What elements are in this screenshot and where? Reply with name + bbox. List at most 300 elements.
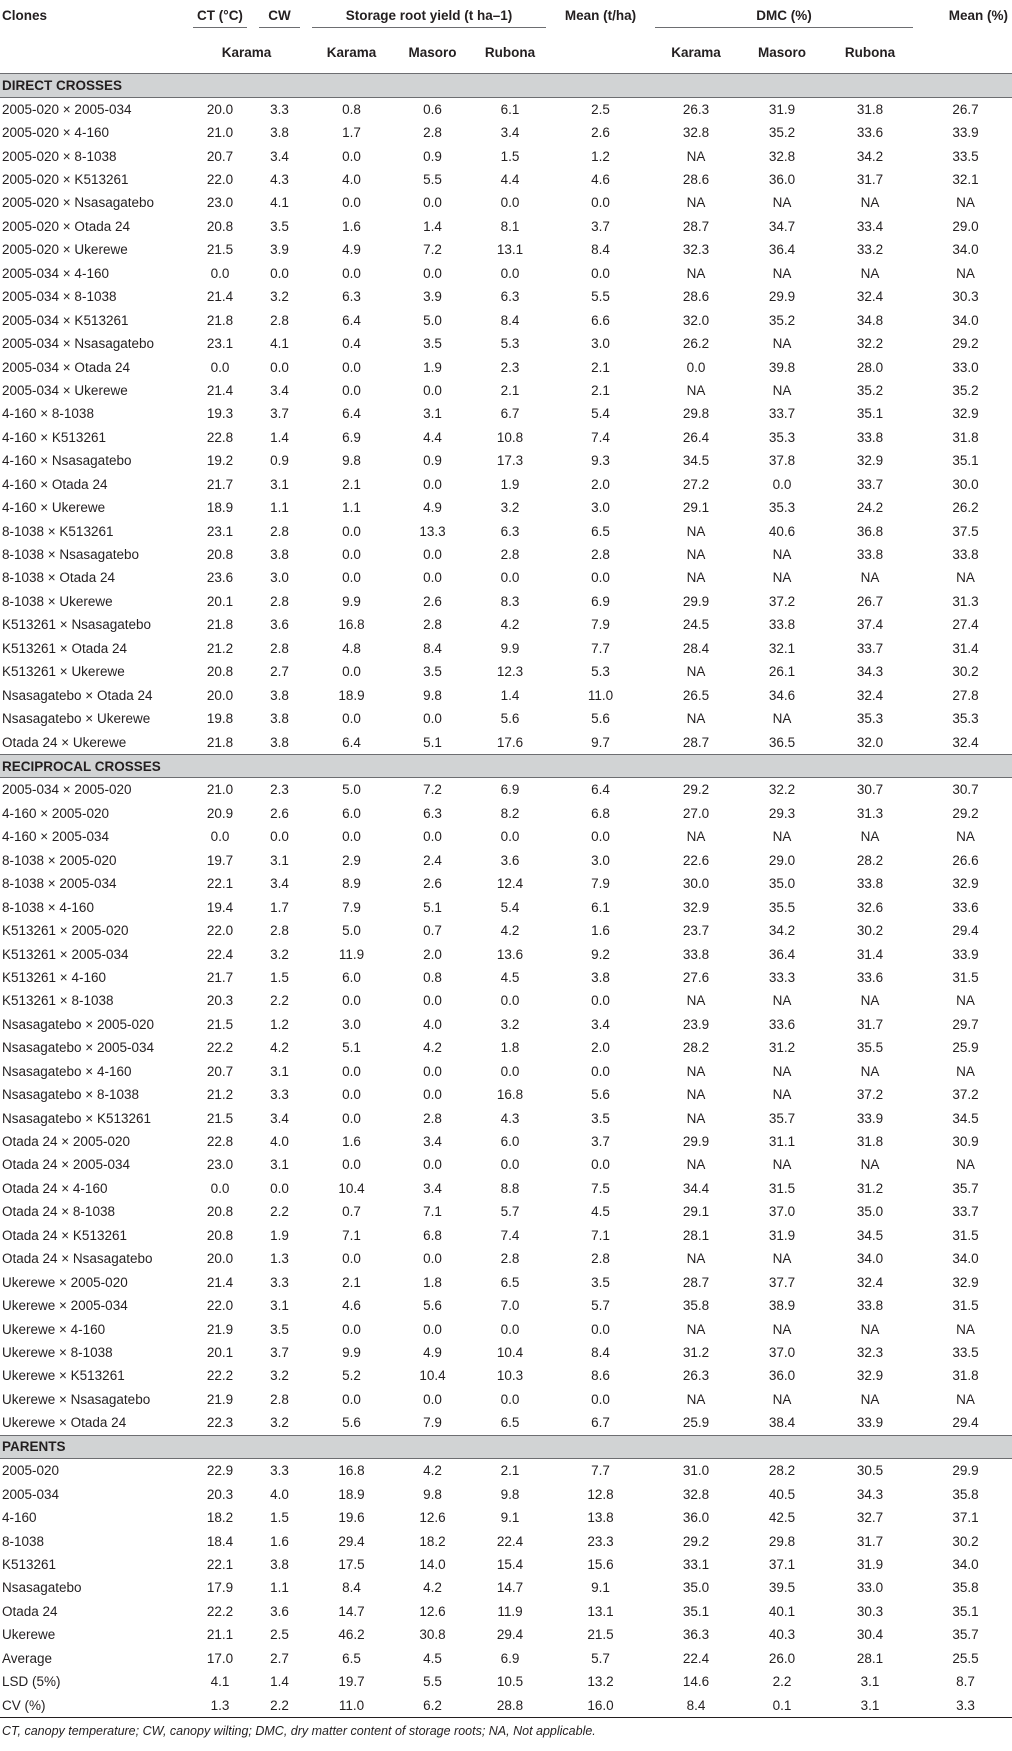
- clone-name-cell: 2005-034 × Otada 24: [2, 359, 130, 375]
- value-cell: 28.1: [856, 1650, 884, 1666]
- value-cell: 2.5: [270, 1627, 289, 1643]
- value-cell: 13.6: [496, 946, 524, 962]
- value-cell: 3.0: [342, 1016, 361, 1032]
- value-cell: 0.0: [342, 1063, 361, 1079]
- value-cell: 33.8: [768, 617, 796, 633]
- clone-name-cell: 2005-020 × Otada 24: [2, 218, 130, 234]
- value-cell: 3.3: [270, 101, 289, 117]
- value-cell: 11.9: [497, 1603, 523, 1619]
- value-cell: 7.7: [591, 1463, 610, 1479]
- value-cell: 4.9: [423, 1344, 442, 1360]
- value-cell: NA: [772, 1087, 792, 1103]
- value-cell: 3.7: [591, 218, 610, 234]
- value-cell: NA: [686, 1321, 706, 1337]
- value-cell: 7.7: [591, 640, 610, 656]
- value-cell: 4.9: [423, 500, 442, 516]
- value-cell: 3.4: [270, 148, 289, 164]
- value-cell: 28.7: [682, 1274, 710, 1290]
- value-cell: 33.4: [856, 218, 884, 234]
- table-row: [0, 238, 1012, 261]
- value-cell: 6.0: [500, 1134, 520, 1150]
- value-cell: 6.5: [500, 1274, 520, 1290]
- value-cell: 8.6: [591, 1368, 610, 1384]
- value-cell: 35.8: [952, 1486, 979, 1502]
- value-cell: 3.6: [270, 617, 289, 633]
- value-cell: 33.2: [856, 242, 884, 258]
- value-cell: 6.0: [342, 969, 361, 985]
- value-cell: 1.6: [591, 923, 610, 939]
- value-cell: 0.0: [423, 993, 442, 1009]
- value-cell: 3.4: [423, 1180, 442, 1196]
- value-cell: 37.2: [768, 593, 796, 609]
- value-cell: 10.3: [496, 1368, 524, 1384]
- value-cell: 6.7: [500, 406, 520, 422]
- value-cell: 15.6: [587, 1556, 614, 1572]
- value-cell: 31.1: [768, 1134, 796, 1150]
- value-cell: 0.0: [342, 993, 361, 1009]
- value-cell: 35.3: [952, 711, 979, 727]
- value-cell: 6.5: [591, 523, 610, 539]
- value-cell: NA: [956, 1063, 975, 1079]
- value-cell: 30.9: [952, 1134, 979, 1150]
- value-cell: 4.6: [342, 1298, 361, 1314]
- value-cell: 35.8: [952, 1580, 979, 1596]
- value-cell: 27.0: [682, 805, 710, 821]
- value-cell: 1.7: [342, 125, 361, 141]
- value-cell: 32.2: [768, 782, 796, 798]
- value-cell: 32.1: [952, 172, 979, 188]
- value-cell: 6.5: [500, 1415, 520, 1431]
- table-row: [0, 683, 1012, 706]
- value-cell: 4.1: [270, 336, 289, 352]
- value-cell: 33.7: [856, 476, 884, 492]
- value-cell: 2.8: [423, 1110, 442, 1126]
- table-row: [0, 402, 1012, 425]
- value-cell: 28.8: [468, 1693, 552, 1717]
- value-cell: 3.2: [500, 1016, 520, 1032]
- value-cell: 0.0: [423, 195, 442, 211]
- value-cell: 3.3: [270, 1087, 289, 1103]
- value-cell: 3.4: [500, 125, 520, 141]
- value-cell: 2.8: [500, 1251, 520, 1267]
- value-cell: 28.6: [682, 289, 710, 305]
- value-cell: NA: [860, 195, 880, 211]
- value-cell: 26.3: [682, 1368, 710, 1384]
- value-cell: 2.6: [423, 876, 442, 892]
- value-cell: 5.6: [591, 1087, 610, 1103]
- value-cell: 21.4: [206, 1274, 234, 1290]
- value-cell: 10.5: [496, 1674, 524, 1690]
- value-cell: 0.0: [423, 1087, 442, 1103]
- value-cell: 37.7: [768, 1274, 796, 1290]
- clone-name-cell: Nsasagatebo: [2, 1580, 82, 1596]
- value-cell: 21.5: [206, 1016, 234, 1032]
- value-cell: 7.9: [342, 899, 361, 915]
- section-title: RECIPROCAL CROSSES: [0, 754, 1012, 778]
- clone-name-cell: 8-1038: [2, 1533, 45, 1549]
- header-mean-tha: Mean (t/ha): [564, 8, 637, 23]
- value-cell: 16.0: [552, 1693, 649, 1717]
- clone-name-cell: Nsasagatebo × Ukerewe: [2, 711, 151, 727]
- clone-name-cell: K513261 × 2005-020: [2, 923, 129, 939]
- subheader-karama-yield: Karama: [326, 45, 377, 60]
- table-row: [0, 1341, 1012, 1364]
- value-cell: 4.5: [591, 1204, 610, 1220]
- value-cell: 33.8: [856, 1298, 884, 1314]
- value-cell: 26.1: [768, 664, 796, 680]
- value-cell: 23.7: [682, 923, 710, 939]
- value-cell: 9.8: [423, 1486, 442, 1502]
- value-cell: 31.5: [768, 1180, 796, 1196]
- value-cell: 31.0: [682, 1463, 710, 1479]
- value-cell: 3.4: [591, 1016, 610, 1032]
- value-cell: 5.3: [500, 336, 520, 352]
- table-row: [0, 543, 1012, 566]
- value-cell: 9.7: [591, 734, 610, 750]
- value-cell: 14.7: [338, 1603, 365, 1619]
- value-cell: 3.0: [591, 852, 610, 868]
- value-cell: 0.0: [342, 711, 361, 727]
- value-cell: NA: [772, 1251, 792, 1267]
- value-cell: 6.1: [500, 101, 520, 117]
- section-header-row: [0, 74, 1012, 98]
- clone-name-cell: LSD (5%): [2, 1674, 61, 1690]
- value-cell: 34.5: [952, 1110, 979, 1126]
- value-cell: 18.4: [206, 1533, 234, 1549]
- table-row: [0, 1623, 1012, 1646]
- value-cell: 1.5: [270, 1510, 289, 1526]
- value-cell: 1.9: [270, 1227, 289, 1243]
- value-cell: 3.1: [270, 1063, 289, 1079]
- value-cell: 5.2: [342, 1368, 361, 1384]
- value-cell: 3.2: [270, 1415, 289, 1431]
- value-cell: 31.8: [856, 1134, 884, 1150]
- value-cell: 22.4: [682, 1650, 710, 1666]
- value-cell: 28.4: [682, 640, 710, 656]
- value-cell: 3.1: [270, 476, 289, 492]
- value-cell: 2.8: [270, 1391, 289, 1407]
- value-cell: 35.2: [768, 312, 796, 328]
- table-row: [0, 121, 1012, 144]
- value-cell: 35.3: [856, 711, 884, 727]
- value-cell: 9.8: [500, 1486, 520, 1502]
- value-cell: 17.0: [206, 1650, 234, 1666]
- value-cell: 8.7: [956, 1674, 975, 1690]
- value-cell: 34.0: [952, 1556, 979, 1572]
- value-cell: 27.6: [682, 969, 710, 985]
- clone-name-cell: Nsasagatebo × 8-1038: [2, 1087, 139, 1103]
- table-row: [0, 519, 1012, 542]
- value-cell: NA: [686, 711, 706, 727]
- value-cell: 6.8: [423, 1227, 442, 1243]
- value-cell: 22.8: [206, 429, 234, 445]
- value-cell: 10.4: [419, 1368, 446, 1384]
- value-cell: 13.3: [419, 523, 446, 539]
- value-cell: 3.0: [591, 500, 610, 516]
- value-cell: 35.2: [952, 382, 979, 398]
- value-cell: 30.2: [952, 664, 979, 680]
- subheader-karama-dmc: Karama: [671, 45, 721, 60]
- table-row: [0, 966, 1012, 989]
- value-cell: 28.6: [682, 172, 710, 188]
- value-cell: 0.8: [342, 101, 361, 117]
- value-cell: 21.5: [587, 1627, 614, 1643]
- value-cell: 2.7: [270, 664, 289, 680]
- value-cell: 0.0: [423, 1321, 442, 1337]
- section-header-row: [0, 1435, 1012, 1459]
- value-cell: 30.0: [952, 476, 979, 492]
- clone-name-cell: 2005-020: [2, 1463, 60, 1479]
- value-cell: NA: [686, 195, 706, 211]
- value-cell: 6.4: [591, 782, 610, 798]
- value-cell: 5.0: [423, 312, 442, 328]
- value-cell: 2.8: [500, 547, 520, 563]
- table-row: [0, 613, 1012, 636]
- value-cell: 16.8: [338, 617, 365, 633]
- value-cell: 0.0: [342, 1321, 361, 1337]
- value-cell: 21.4: [206, 289, 234, 305]
- value-cell: 34.2: [856, 148, 884, 164]
- value-cell: 33.8: [856, 876, 884, 892]
- value-cell: 32.7: [856, 1510, 884, 1526]
- value-cell: 3.1: [270, 852, 289, 868]
- value-cell: 39.5: [768, 1580, 796, 1596]
- value-cell: 25.9: [952, 1040, 979, 1056]
- value-cell: 0.8: [423, 969, 442, 985]
- table-row: [0, 919, 1012, 942]
- value-cell: 0.0: [342, 1391, 361, 1407]
- value-cell: 6.2: [397, 1693, 468, 1717]
- value-cell: 36.4: [768, 242, 796, 258]
- value-cell: 6.9: [342, 429, 361, 445]
- value-cell: NA: [860, 993, 880, 1009]
- value-cell: 10.4: [496, 1344, 524, 1360]
- value-cell: 5.6: [342, 1415, 361, 1431]
- clone-name-cell: K513261: [2, 1556, 57, 1572]
- value-cell: 0.0: [210, 265, 230, 281]
- value-cell: 21.0: [206, 125, 234, 141]
- clone-name-cell: 2005-020 × K513261: [2, 172, 129, 188]
- value-cell: 31.9: [856, 1556, 884, 1572]
- value-cell: 3.9: [270, 242, 289, 258]
- value-cell: 0.0: [423, 829, 442, 845]
- value-cell: 2.8: [423, 617, 442, 633]
- value-cell: 37.0: [768, 1204, 796, 1220]
- value-cell: 7.9: [591, 876, 610, 892]
- clone-name-cell: 2005-034 × 8-1038: [2, 289, 117, 305]
- table-row: [0, 308, 1012, 331]
- value-cell: 1.8: [423, 1274, 442, 1290]
- value-cell: 33.9: [856, 1110, 884, 1126]
- value-cell: 12.6: [419, 1510, 446, 1526]
- value-cell: 3.5: [423, 664, 442, 680]
- value-cell: 20.0: [206, 687, 234, 703]
- value-cell: 5.3: [591, 664, 610, 680]
- value-cell: 29.9: [768, 289, 796, 305]
- value-cell: 3.4: [270, 1110, 289, 1126]
- value-cell: 31.5: [952, 1298, 979, 1314]
- value-cell: 5.5: [423, 172, 442, 188]
- value-cell: 2.6: [423, 593, 442, 609]
- value-cell: 35.7: [952, 1627, 979, 1643]
- value-cell: 8.9: [342, 876, 361, 892]
- value-cell: 0.0: [500, 829, 520, 845]
- value-cell: 33.1: [682, 1556, 710, 1572]
- value-cell: 30.5: [856, 1463, 884, 1479]
- clone-name-cell: 2005-034: [2, 1486, 60, 1502]
- value-cell: 13.1: [587, 1603, 614, 1619]
- value-cell: 0.0: [342, 148, 361, 164]
- value-cell: 29.1: [682, 1204, 710, 1220]
- clone-name-cell: Ukerewe × K513261: [2, 1368, 125, 1384]
- value-cell: 26.5: [682, 687, 710, 703]
- value-cell: NA: [772, 993, 792, 1009]
- value-cell: 0.0: [423, 1063, 442, 1079]
- value-cell: 3.9: [423, 289, 442, 305]
- value-cell: 34.5: [682, 453, 710, 469]
- value-cell: 5.0: [342, 782, 361, 798]
- table-row: [0, 1482, 1012, 1505]
- table-row: [0, 590, 1012, 613]
- value-cell: 9.8: [342, 453, 361, 469]
- value-cell: 6.7: [591, 1415, 610, 1431]
- value-cell: 3.2: [270, 1368, 289, 1384]
- value-cell: 8.4: [591, 242, 610, 258]
- clone-name-cell: 4-160: [2, 1510, 37, 1526]
- table-row: [0, 1459, 1012, 1483]
- value-cell: 37.5: [952, 523, 979, 539]
- value-cell: 23.3: [587, 1533, 614, 1549]
- clone-name-cell: 2005-034 × 4-160: [2, 265, 109, 281]
- value-cell: 22.4: [206, 946, 234, 962]
- value-cell: 32.4: [952, 734, 979, 750]
- subheader-karama-ct-cw: Karama: [221, 45, 272, 60]
- value-cell: 6.4: [342, 406, 361, 422]
- value-cell: 11.0: [306, 1693, 397, 1717]
- value-cell: 1.3: [270, 1251, 289, 1267]
- value-cell: 14.6: [682, 1674, 710, 1690]
- clone-name-cell: 8-1038 × Otada 24: [2, 570, 115, 586]
- value-cell: 0.0: [423, 265, 442, 281]
- table-row: [0, 707, 1012, 730]
- clone-name-cell: K513261 × 8-1038: [2, 993, 114, 1009]
- value-cell: 6.5: [342, 1650, 361, 1666]
- value-cell: 31.9: [768, 101, 796, 117]
- value-cell: 32.4: [856, 1274, 884, 1290]
- value-cell: 1.1: [270, 1580, 289, 1596]
- value-cell: 3.6: [270, 1603, 289, 1619]
- value-cell: 35.3: [768, 429, 796, 445]
- value-cell: 22.0: [206, 172, 234, 188]
- value-cell: 5.5: [591, 289, 610, 305]
- clone-name-cell: Otada 24: [2, 1603, 58, 1619]
- value-cell: 3.4: [270, 382, 289, 398]
- value-cell: 40.5: [768, 1486, 796, 1502]
- value-cell: 26.2: [952, 500, 979, 516]
- value-cell: 34.0: [952, 1251, 979, 1267]
- value-cell: 9.1: [500, 1510, 520, 1526]
- value-cell: 22.8: [206, 1134, 234, 1150]
- value-cell: 21.5: [206, 1110, 234, 1126]
- value-cell: 23.1: [206, 523, 234, 539]
- value-cell: 26.4: [682, 429, 710, 445]
- value-cell: 1.5: [270, 969, 289, 985]
- subheader-masoro-dmc: Masoro: [758, 45, 807, 60]
- value-cell: 6.4: [342, 734, 361, 750]
- value-cell: 4.3: [500, 1110, 520, 1126]
- value-cell: 8.4: [342, 1580, 361, 1596]
- value-cell: 33.6: [768, 1016, 796, 1032]
- value-cell: 33.0: [856, 1580, 884, 1596]
- header-ct: CT (°C): [187, 0, 253, 39]
- value-cell: 22.0: [206, 1298, 234, 1314]
- value-cell: 31.5: [952, 969, 979, 985]
- value-cell: NA: [956, 1391, 975, 1407]
- value-cell: 7.0: [500, 1298, 520, 1314]
- value-cell: 30.0: [682, 876, 710, 892]
- table-row: [0, 426, 1012, 449]
- value-cell: 18.9: [338, 1486, 365, 1502]
- table-body: [0, 74, 1012, 1718]
- value-cell: 1.3: [187, 1693, 253, 1717]
- value-cell: 22.1: [206, 876, 234, 892]
- clone-name-cell: Nsasagatebo × 2005-020: [2, 1016, 154, 1032]
- clone-name-cell: Nsasagatebo × Otada 24: [2, 687, 153, 703]
- value-cell: 34.2: [768, 923, 796, 939]
- value-cell: 1.9: [423, 359, 442, 375]
- value-cell: 6.9: [591, 593, 610, 609]
- value-cell: 21.9: [206, 1391, 234, 1407]
- value-cell: 2.8: [270, 923, 289, 939]
- table-row: [0, 1130, 1012, 1153]
- value-cell: 6.9: [500, 1650, 520, 1666]
- value-cell: 18.9: [206, 500, 234, 516]
- value-cell: NA: [772, 570, 792, 586]
- table-row: [0, 566, 1012, 589]
- value-cell: 14.0: [419, 1556, 446, 1572]
- value-cell: 0.0: [591, 829, 610, 845]
- value-cell: 42.5: [768, 1510, 796, 1526]
- value-cell: 0.0: [500, 993, 520, 1009]
- value-cell: 3.4: [423, 1134, 442, 1150]
- value-cell: 29.7: [952, 1016, 979, 1032]
- value-cell: 31.3: [856, 805, 884, 821]
- value-cell: 31.8: [856, 101, 884, 117]
- value-cell: 31.8: [952, 429, 979, 445]
- value-cell: 32.3: [682, 242, 710, 258]
- value-cell: 6.9: [500, 782, 520, 798]
- value-cell: 35.5: [768, 899, 796, 915]
- value-cell: NA: [956, 829, 975, 845]
- value-cell: 0.0: [210, 1180, 230, 1196]
- value-cell: 31.2: [768, 1040, 796, 1056]
- value-cell: 22.0: [206, 923, 234, 939]
- value-cell: NA: [686, 1251, 706, 1267]
- value-cell: 46.2: [338, 1627, 365, 1643]
- value-cell: 2.8: [591, 547, 610, 563]
- value-cell: NA: [860, 265, 880, 281]
- value-cell: 2.8: [591, 1251, 610, 1267]
- value-cell: 25.5: [952, 1650, 979, 1666]
- clone-name-cell: 8-1038 × 2005-020: [2, 852, 117, 868]
- value-cell: 32.9: [952, 876, 979, 892]
- value-cell: NA: [860, 570, 880, 586]
- table-row: [0, 1200, 1012, 1223]
- value-cell: 29.3: [768, 805, 796, 821]
- value-cell: 32.8: [682, 125, 710, 141]
- value-cell: 0.0: [342, 265, 361, 281]
- clone-name-cell: Otada 24 × 4-160: [2, 1180, 108, 1196]
